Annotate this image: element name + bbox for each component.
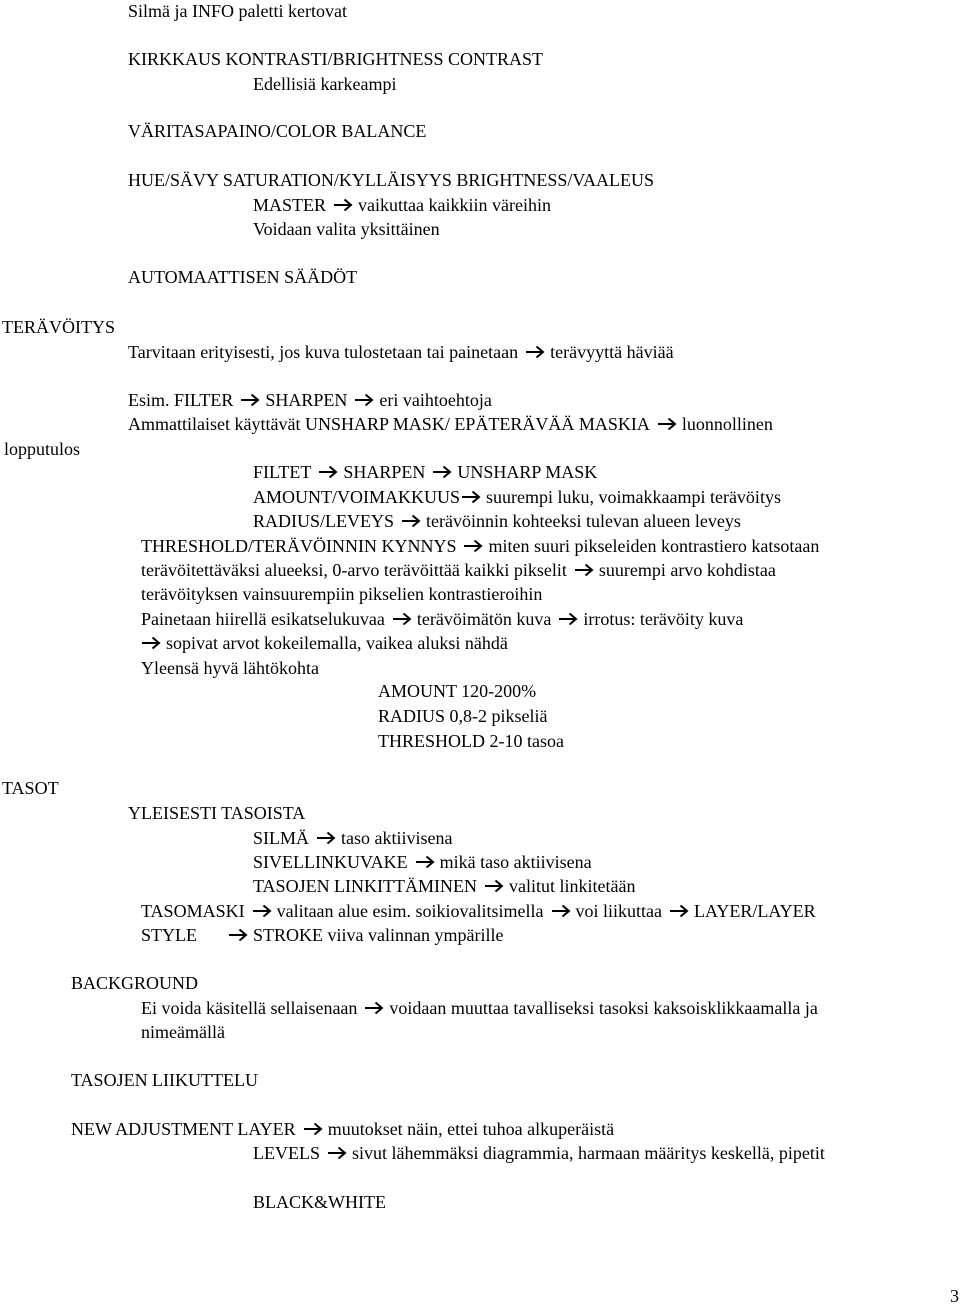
text-line-sivellinkuvake-mikä-taso-aktiivi <box>253 851 592 873</box>
text-line-amount-120-200 <box>378 680 536 702</box>
right-arrow-icon <box>364 1001 384 1015</box>
right-arrow-icon <box>303 1122 323 1136</box>
text-line-silmä-taso-aktiivisena <box>253 827 453 849</box>
text-segment: terävöityksen vainsuurempiin pikselien kontrastieroihin <box>141 584 543 604</box>
text-segment: irrotus: terävöity kuva <box>583 609 744 629</box>
text-line-tasot <box>2 777 59 799</box>
text-segment: Tarvitaan erityisesti, jos kuva tulostetaan tai painetaan <box>128 342 519 362</box>
text-segment: VÄRITASAPAINO/COLOR BALANCE <box>128 121 427 141</box>
right-arrow-icon <box>558 612 578 626</box>
text-segment: Ei voida käsitellä sellaisenaan <box>141 998 358 1018</box>
text-segment: Painetaan hiirellä esikatselukuvaa <box>141 609 385 629</box>
right-arrow-icon <box>316 831 336 845</box>
text-line-threshold-2-10-tasoa <box>378 730 564 752</box>
text-segment: YLEISESTI TASOISTA <box>128 803 306 823</box>
text-segment: eri vaihtoehtoja <box>379 390 492 410</box>
text-line-threshold-terävöinnin-kynnys-mit <box>141 535 819 557</box>
text-segment: terävöimätön kuva <box>416 609 552 629</box>
text-line-tasojen-linkittäminen-valitut-li <box>253 875 636 897</box>
text-segment: TERÄVÖITYS <box>2 317 115 337</box>
right-arrow-icon <box>432 465 452 479</box>
right-arrow-icon <box>525 345 545 359</box>
text-line-style-stroke-viiva-valinnan-ympä <box>141 924 503 946</box>
text-line-esim-filter-sharpen-eri-vaihtoeh <box>128 389 492 411</box>
right-arrow-icon <box>551 904 571 918</box>
text-segment: THRESHOLD/TERÄVÖINNIN KYNNYS <box>141 536 457 556</box>
text-line-silmä-ja-info-paletti-kertovat <box>128 0 347 22</box>
text-segment: suurempi arvo kohdistaa <box>598 560 776 580</box>
text-line-black-white <box>253 1191 386 1213</box>
text-line-painetaan-hiirellä-esikatselukuv <box>141 608 743 630</box>
text-line-tasomaski-valitaan-alue-esim-soi <box>141 900 816 922</box>
right-arrow-icon <box>228 928 248 942</box>
text-segment: AMOUNT 120-200% <box>378 681 537 701</box>
text-segment: sivut lähemmäksi diagrammia, harmaan määritys keskellä, pipetit <box>352 1143 825 1163</box>
text-segment: luonnollinen <box>681 414 773 434</box>
text-segment: TASOJEN LINKITTÄMINEN <box>253 876 478 896</box>
text-line-kirkkaus-kontrasti-brightness-co <box>128 48 543 70</box>
text-line-new-adjustment-layer-muutokset-n <box>71 1118 614 1140</box>
text-segment: voidaan muuttaa tavalliseksi tasoksi kaksoisklikkaamalla ja <box>389 998 818 1018</box>
text-segment: terävyyttä häviää <box>550 342 674 362</box>
text-segment: sopivat arvot kokeilemalla, vaikea aluksi nähdä <box>166 633 508 653</box>
text-line-levels-sivut-lähemmäksi-diagramm <box>253 1142 825 1164</box>
text-line-hue-sävy-saturation-kylläisyys-b <box>128 169 654 191</box>
text-segment: taso aktiivisena <box>341 828 453 848</box>
right-arrow-icon <box>392 612 412 626</box>
text-segment: LAYER/LAYER <box>694 901 816 921</box>
right-arrow-icon <box>333 198 353 212</box>
text-segment: voi liikuttaa <box>575 901 662 921</box>
text-segment: valitut linkitetään <box>509 876 636 896</box>
text-segment: KIRKKAUS KONTRASTI/BRIGHTNESS CONTRAST <box>128 49 544 69</box>
text-line-edellisiä-karkeampi <box>253 73 396 95</box>
text-segment: LEVELS <box>253 1143 320 1163</box>
right-arrow-icon <box>657 417 677 431</box>
right-arrow-icon <box>401 514 421 528</box>
text-line-ammattilaiset-käyttävät-unsharp- <box>128 413 773 435</box>
text-segment: Voidaan valita yksittäinen <box>253 219 440 239</box>
text-line-background <box>71 972 198 994</box>
right-arrow-icon <box>252 904 272 918</box>
text-segment: HUE/SÄVY SATURATION/KYLLÄISYYS BRIGHTNESS/VAALEUS <box>128 170 655 190</box>
text-line-tarvitaan-erityisesti-jos-kuva-t <box>128 341 674 363</box>
right-arrow-icon <box>327 1146 347 1160</box>
text-segment: TASOT <box>2 778 59 798</box>
text-segment: valitaan alue esim. soikiovalitsimella <box>276 901 544 921</box>
text-segment: TASOMASKI <box>141 901 245 921</box>
right-arrow-icon <box>415 855 435 869</box>
text-line-terävöitettäväksi-alueeksi-0-arv <box>141 559 776 581</box>
text-line-sopivat-arvot-kokeilemalla-vaike <box>141 632 508 654</box>
right-arrow-icon <box>240 393 260 407</box>
text-line-yleensä-hyvä-lähtökohta <box>141 657 319 679</box>
text-line-yleisesti-tasoista <box>128 802 305 824</box>
text-segment: BACKGROUND <box>71 973 199 993</box>
right-arrow-icon <box>463 539 483 553</box>
text-segment: RADIUS 0,8-2 pikseliä <box>378 706 548 726</box>
text-line-väritasapaino-color-balance <box>128 120 426 142</box>
text-segment: muutokset näin, ettei tuhoa alkuperäistä <box>327 1119 615 1139</box>
text-segment: BLACK&WHITE <box>253 1192 386 1212</box>
text-segment: miten suuri pikseleiden kontrastiero katsotaan <box>488 536 820 556</box>
right-arrow-icon <box>669 904 689 918</box>
text-segment: MASTER <box>253 195 327 215</box>
text-segment: terävöitettäväksi alueeksi, 0-arvo terävöittää kaikki pikselit <box>141 560 567 580</box>
text-segment: AMOUNT/VOIMAKKUUS <box>253 487 460 507</box>
text-segment: vaikuttaa kaikkiin väreihin <box>358 195 551 215</box>
text-segment: SHARPEN <box>343 462 426 482</box>
right-arrow-icon <box>574 563 594 577</box>
right-arrow-icon <box>461 490 481 504</box>
text-line-filtet-sharpen-unsharp-mask <box>253 461 597 483</box>
right-arrow-icon <box>141 636 161 650</box>
text-segment: SIVELLINKUVAKE <box>253 852 408 872</box>
text-segment: nimeämällä <box>141 1022 225 1042</box>
text-line-automaattisen-säädöt <box>128 266 357 288</box>
text-segment: FILTET <box>253 462 312 482</box>
text-segment: AUTOMAATTISEN SÄÄDÖT <box>128 267 358 287</box>
text-line-lopputulos <box>4 438 80 460</box>
text-segment: TASOJEN LIIKUTTELU <box>71 1070 259 1090</box>
text-segment: suurempi luku, voimakkaampi terävöitys <box>486 487 781 507</box>
text-segment: SHARPEN <box>265 390 348 410</box>
text-segment: Silmä ja INFO paletti kertovat <box>128 1 347 21</box>
text-segment: UNSHARP MASK <box>457 462 598 482</box>
text-segment: Yleensä hyvä lähtökohta <box>141 658 319 678</box>
right-arrow-icon <box>354 393 374 407</box>
text-line-ei-voida-käsitellä-sellaisenaan- <box>141 997 818 1019</box>
text-segment: THRESHOLD 2-10 tasoa <box>378 731 564 751</box>
text-line-terävöityksen-vainsuurempiin-pik <box>141 583 542 605</box>
text-segment: Esim. FILTER <box>128 390 234 410</box>
text-line-amount-voimakkuus-suurempi-luku- <box>253 486 781 508</box>
text-segment: STYLE <box>141 925 197 945</box>
text-segment: STROKE viiva valinnan ympärille <box>253 925 504 945</box>
text-segment: Ammattilaiset käyttävät UNSHARP MASK/ EPÄTERÄVÄÄ MASKIA <box>128 414 650 434</box>
text-segment: RADIUS/LEVEYS <box>253 511 395 531</box>
text-line-radius-leveys-terävöinnin-kohtee <box>253 510 741 532</box>
text-segment: lopputulos <box>4 439 81 459</box>
text-line-radius-0-8-2-pikseliä <box>378 705 548 727</box>
text-line-master-vaikuttaa-kaikkiin-väreih <box>253 194 551 216</box>
page-number: 3 <box>950 1286 959 1306</box>
text-line-tasojen-liikuttelu <box>71 1069 258 1091</box>
text-segment: terävöinnin kohteeksi tulevan alueen leveys <box>426 511 741 531</box>
text-line-terävöitys <box>2 316 115 338</box>
text-segment: mikä taso aktiivisena <box>439 852 592 872</box>
text-line-voidaan-valita-yksittäinen <box>253 218 440 240</box>
right-arrow-icon <box>484 879 504 893</box>
text-line-nimeämällä <box>141 1021 225 1043</box>
text-segment: NEW ADJUSTMENT LAYER <box>71 1119 296 1139</box>
text-segment: SILMÄ <box>253 828 310 848</box>
right-arrow-icon <box>318 465 338 479</box>
text-segment: Edellisiä karkeampi <box>253 74 397 94</box>
